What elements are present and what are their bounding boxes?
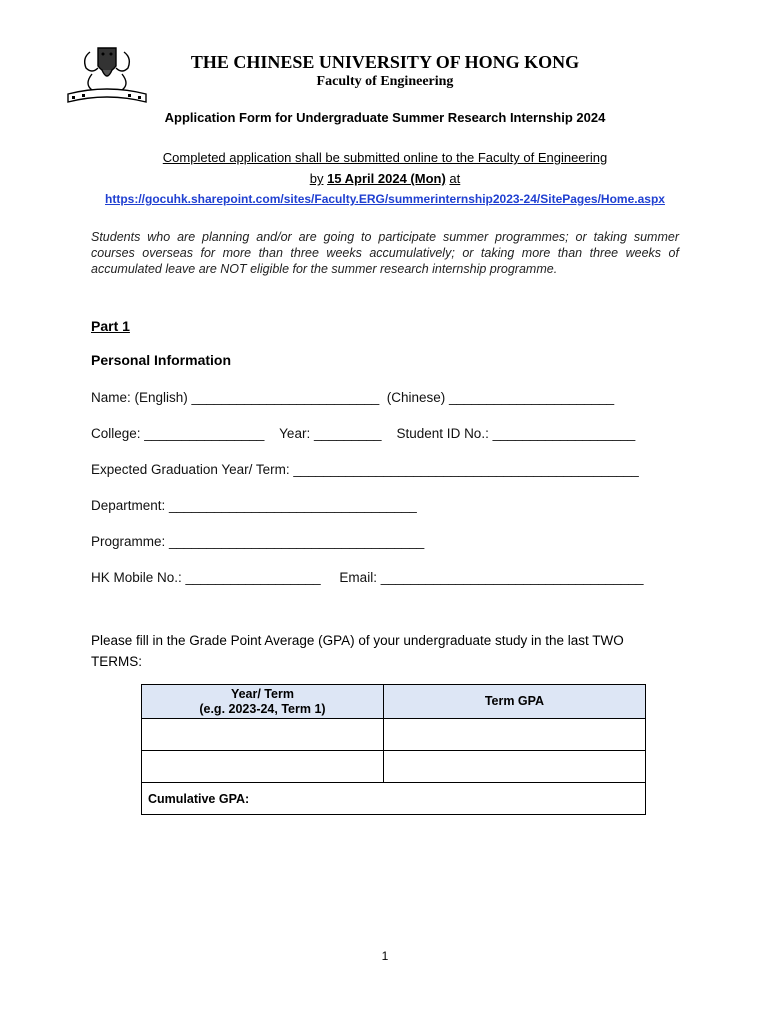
department-field[interactable]: Department: _________________________________	[91, 498, 417, 513]
year-term-cell[interactable]	[142, 751, 384, 783]
submission-instruction: Completed application shall be submitted online to the Faculty of Engineering	[162, 150, 608, 165]
deadline-date: 15 April 2024 (Mon)	[327, 171, 446, 186]
cumulative-row	[142, 783, 646, 815]
section-heading: Personal Information	[91, 352, 232, 368]
faculty-name: Faculty of Engineering	[316, 74, 454, 89]
gpa-instruction: Please fill in the Grade Point Average (GPA) of your undergraduate study in the last TWO TERMS:	[91, 633, 624, 669]
year-term-header-line1: Year/ Term	[230, 686, 294, 701]
by-text: by	[309, 171, 324, 186]
gpa-table	[141, 684, 646, 815]
submission-link[interactable]: https://gocuhk.sharepoint.com/sites/Faculty.ERG/summerinternship2023-24/SitePages/Home.aspx	[105, 192, 665, 206]
mobile-email-field[interactable]: HK Mobile No.: __________________ Email: ___________________________________	[91, 570, 644, 585]
year-term-cell[interactable]	[142, 719, 384, 751]
term-gpa-cell[interactable]	[383, 719, 645, 751]
at-text: at	[449, 171, 461, 186]
cumulative-gpa-cell[interactable]: Cumulative GPA:	[142, 783, 646, 815]
eligibility-notice: Students who are planning and/or are going to participate summer programmes; or taking summer courses overseas for more than three weeks accumulatively; or taking more than three weeks of accumulated leave are NOT eligible for the summer research internship programme.	[91, 230, 679, 276]
year-term-header-line2: (e.g. 2023-24, Term 1)	[199, 701, 326, 716]
graduation-field[interactable]: Expected Graduation Year/ Term: ______________________________________________	[91, 462, 639, 477]
term-gpa-header: Term GPA	[383, 685, 645, 719]
university-name: THE CHINESE UNIVERSITY OF HONG KONG	[190, 52, 580, 72]
table-row	[142, 751, 646, 783]
form-title: Application Form for Undergraduate Summer Research Internship 2024	[164, 110, 606, 125]
table-header-row	[142, 685, 646, 719]
part-heading: Part 1	[91, 318, 130, 334]
term-gpa-cell[interactable]	[383, 751, 645, 783]
college-year-id-field[interactable]: College: ________________ Year: _________ Student ID No.: ___________________	[91, 426, 636, 441]
name-field[interactable]: Name: (English) _________________________ (Chinese) ______________________	[91, 390, 615, 405]
page-number: 1	[381, 949, 389, 963]
year-term-header	[142, 685, 384, 719]
cuhk-crest-logo	[62, 44, 152, 106]
programme-field[interactable]: Programme: __________________________________	[91, 534, 425, 549]
submission-deadline-line	[60, 171, 710, 186]
table-row	[142, 719, 646, 751]
